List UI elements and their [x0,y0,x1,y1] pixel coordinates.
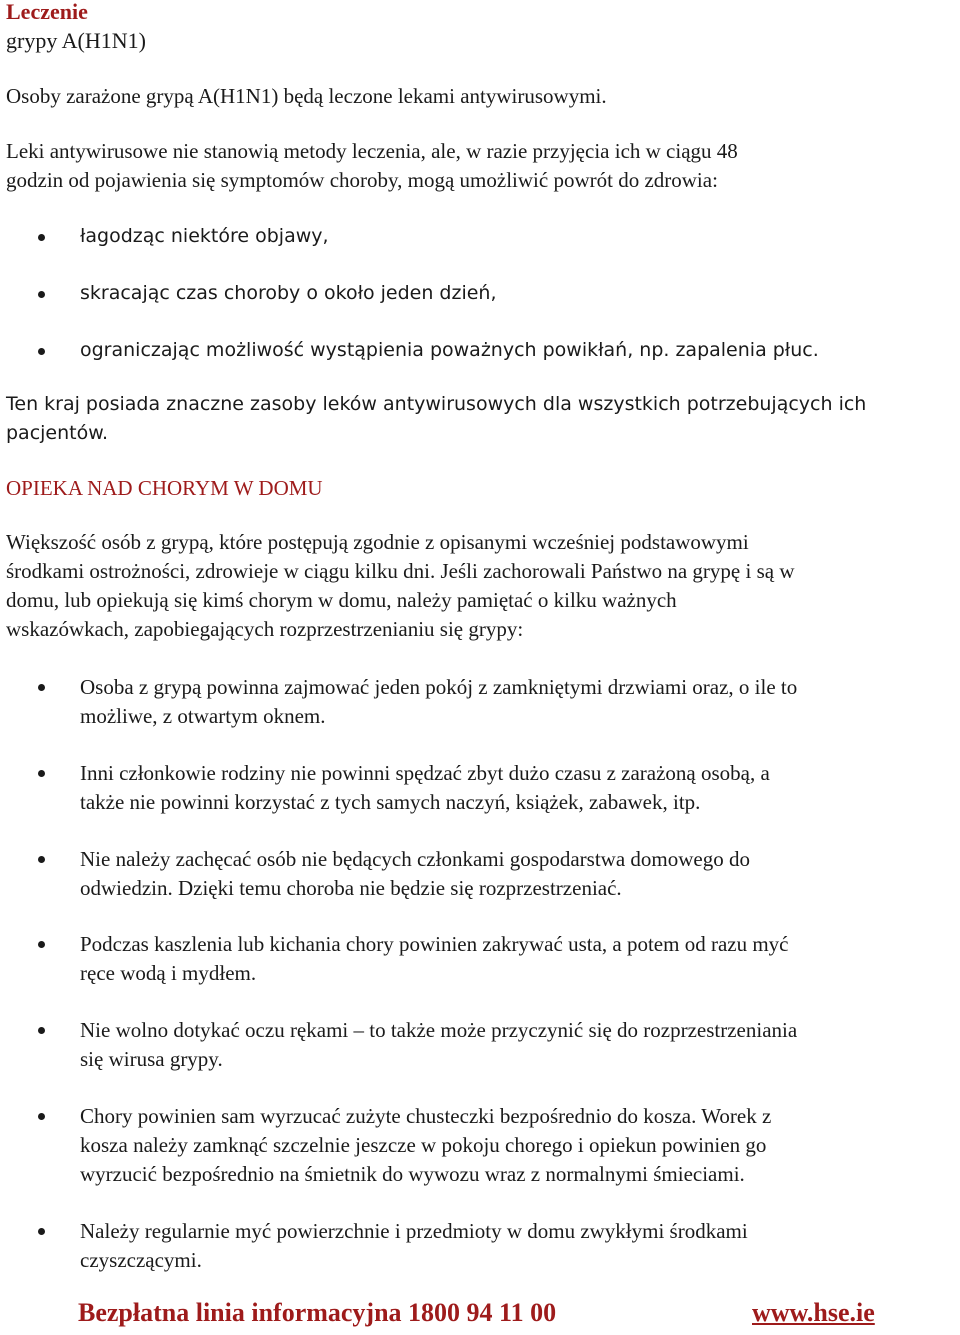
bullet-icon [38,1228,45,1235]
page-subtitle: grypy A(H1N1) [6,28,146,53]
section-heading: OPIEKA NAD CHORYM W DOMU [6,476,323,500]
benefit-item: skracając czas choroby o około jeden dzień, [80,282,497,304]
tip-line: Chory powinien sam wyrzucać zużyte chusteczki bezpośrednio do kosza. Worek z [80,1104,772,1128]
intro-paragraph: Osoby zarażone grypą A(H1N1) będą leczone lekami antywirusowymi. [6,84,607,108]
tip-line: się wirusa grypy. [80,1047,223,1071]
resources-paragraph-line-2: pacjentów. [6,422,109,444]
bullet-icon [38,348,45,355]
antiviral-paragraph-line-2: godzin od pojawienia się symptomów choroby, mogą umożliwić powrót do zdrowia: [6,168,718,192]
tip-line: Nie wolno dotykać oczu rękami – to także może przyczynić się do rozprzestrzeniania [80,1018,798,1042]
bullet-icon [38,856,45,863]
bullet-icon [38,941,45,948]
hotline-text: Bezpłatna linia informacyjna 1800 94 11 00 [78,1298,557,1327]
bullet-icon [38,291,45,298]
tip-line: Nie należy zachęcać osób nie będących członkami gospodarstwa domowego do [80,847,750,871]
home-care-intro-line: wskazówkach, zapobiegających rozprzestrzenianiu się grypy: [6,617,524,641]
resources-paragraph-line-1: Ten kraj posiada znaczne zasoby leków antywirusowych dla wszystkich potrzebujących ich [6,393,867,415]
tip-line: Podczas kaszlenia lub kichania chory powinien zakrywać usta, a potem od razu myć [80,932,789,956]
antiviral-paragraph-line-1: Leki antywirusowe nie stanowią metody leczenia, ale, w razie przyjęcia ich w ciągu 48 [6,139,738,163]
tip-line: Osoba z grypą powinna zajmować jeden pokój z zamkniętymi drzwiami oraz, o ile to [80,675,798,699]
bullet-icon [38,684,45,691]
tip-line: odwiedzin. Dzięki temu choroba nie będzie się rozprzestrzeniać. [80,876,622,900]
page-title: Leczenie [6,0,88,24]
bullet-icon [38,770,45,777]
home-care-intro-line: środkami ostrożności, zdrowieje w ciągu kilku dni. Jeśli zachorowali Państwo na grypę i są w [6,559,795,583]
benefit-item: łagodząc niektóre objawy, [80,225,329,247]
home-care-intro-line: Większość osób z grypą, które postępują zgodnie z opisanymi wcześniej podstawowymi [6,530,749,554]
bullet-icon [38,234,45,241]
tip-line: także nie powinni korzystać z tych samych naczyń, książek, zabawek, itp. [80,790,701,814]
tip-line: czyszczącymi. [80,1248,202,1272]
tip-line: Inni członkowie rodziny nie powinni spędzać zbyt dużo czasu z zarażoną osobą, a [80,761,770,785]
tip-line: możliwe, z otwartym oknem. [80,704,326,728]
bullet-icon [38,1113,45,1120]
home-care-intro-line: domu, lub opiekują się kimś chorym w domu, należy pamiętać o kilku ważnych [6,588,677,612]
tip-line: ręce wodą i mydłem. [80,961,257,985]
tip-line: wyrzucić bezpośrednio na śmietnik do wywozu wraz z normalnymi śmieciami. [80,1162,745,1186]
benefit-item: ograniczając możliwość wystąpienia poważnych powikłań, np. zapalenia płuc. [80,339,819,361]
bullet-icon [38,1027,45,1034]
website-link[interactable]: www.hse.ie [752,1298,875,1327]
tip-line: kosza należy zamknąć szczelnie jeszcze w pokoju chorego i opiekun powinien go [80,1133,767,1157]
tip-line: Należy regularnie myć powierzchnie i przedmioty w domu zwykłymi środkami [80,1219,748,1243]
